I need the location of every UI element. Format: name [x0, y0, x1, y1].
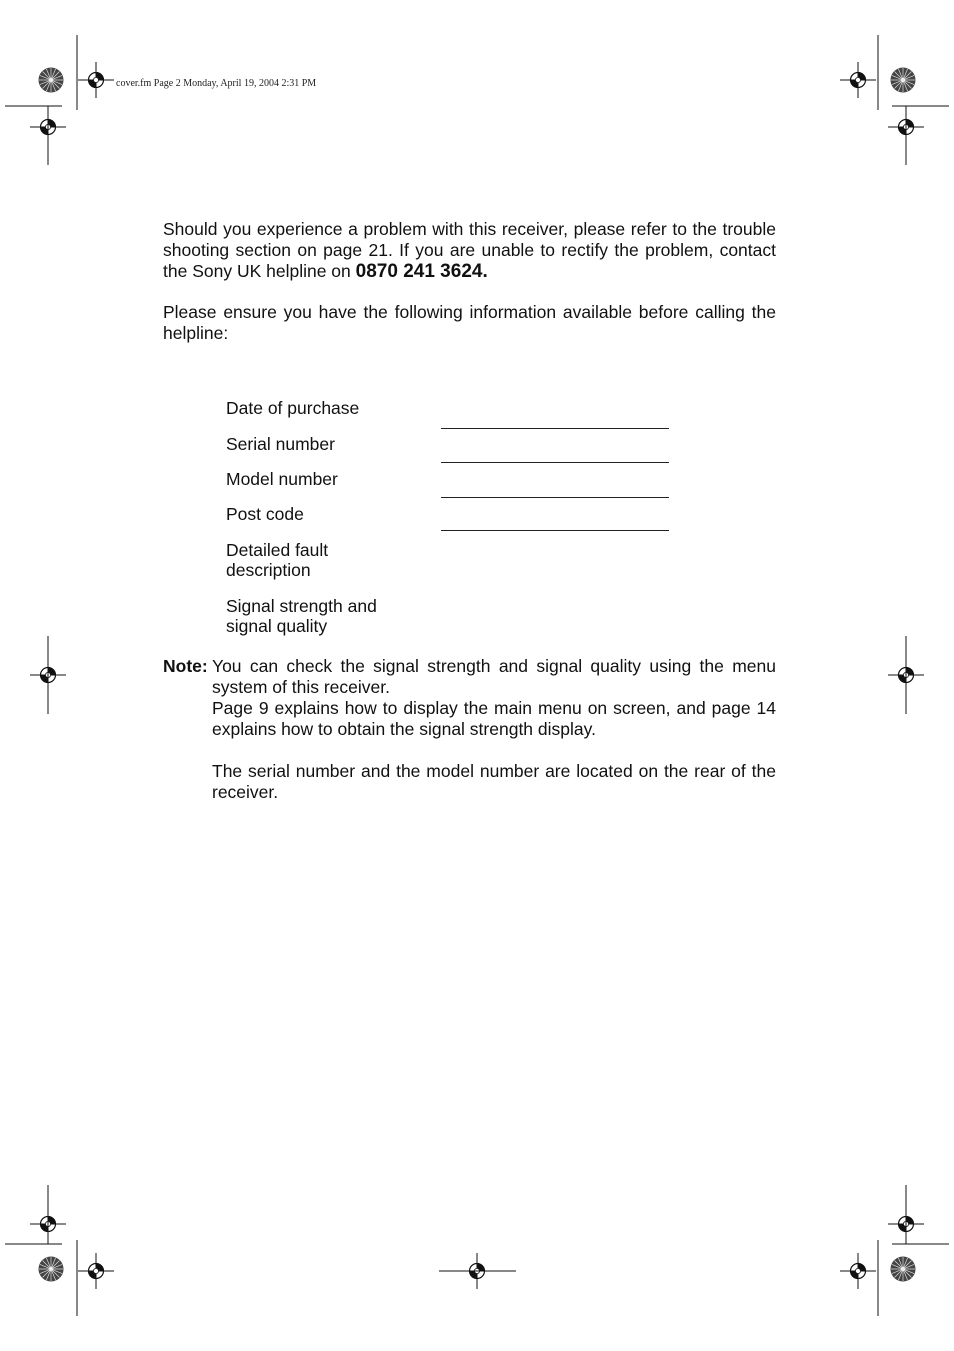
intro-text: Should you experience a problem with this receiver, please refer to the trouble shooting section on page 21. If you are unable to rectify the problem, contact the Sony UK helpline on — [163, 219, 776, 281]
note-label: Note: — [163, 656, 208, 676]
field-label-date-of-purchase: Date of purchase — [226, 398, 360, 418]
serial-number-line — [441, 462, 669, 463]
file-slug: cover.fm Page 2 Monday, April 19, 2004 2:31 PM — [116, 78, 317, 89]
note-line-serial-location: The serial number and the model number are located on the rear of the receiver. — [212, 761, 776, 802]
ensure-paragraph: Please ensure you have the following information available before calling the helpline: — [163, 302, 776, 343]
field-label-post-code: Post code — [226, 504, 304, 524]
post-code-line — [441, 530, 669, 531]
field-label-serial-number: Serial number — [226, 434, 335, 454]
model-number-line — [441, 497, 669, 498]
date-of-purchase-line — [441, 428, 669, 429]
note-line-pages: Page 9 explains how to display the main menu on screen, and page 14 explains how to obtain the signal strength display. — [212, 698, 776, 739]
field-label-signal: Signal strength and signal quality — [226, 596, 377, 636]
field-label-model-number: Model number — [226, 469, 338, 489]
intro-paragraph — [163, 219, 776, 282]
note-line-signal: You can check the signal strength and signal quality using the menu system of this receiver. — [212, 656, 776, 697]
helpline-number: 0870 241 3624. — [355, 261, 488, 282]
note-body — [212, 656, 776, 803]
field-label-fault-description: Detailed fault description — [226, 540, 329, 580]
